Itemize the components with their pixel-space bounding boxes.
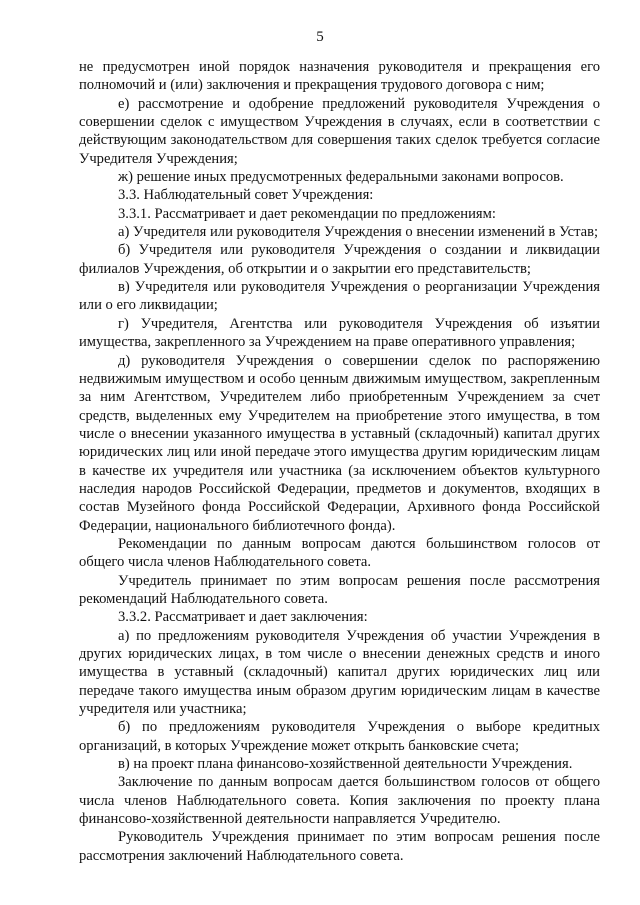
page-number: 5: [316, 29, 324, 45]
subsection-heading: 3.3.1. Рассматривает и дает рекомендации по предложениям:: [118, 205, 496, 222]
paragraph: Руководитель Учреждения принимает по этим вопросам решения после рассмотрения заключений Наблюдательного совета.: [79, 829, 600, 864]
list-item: а) Учредителя или руководителя Учреждения о внесении изменений в Устав;: [118, 224, 599, 241]
list-item: а) по предложениям руководителя Учреждения об участии Учреждения в других юридических лицах, в том числе о внесении денежных средств и иного имущества в уставный (складочный) капитал других юридических лиц или передаче такого имущества иным образом другим юридическим лицам в качестве учредителя или участника;: [79, 627, 600, 718]
section-heading: 3.3. Наблюдательный совет Учреждения:: [118, 187, 374, 204]
paragraph: Рекомендации по данным вопросам даются большинством голосов от общего числа членов Наблюдательного совета.: [79, 535, 600, 571]
paragraph: ж) решение иных предусмотренных федеральными законами вопросов.: [118, 169, 564, 186]
paragraph: е) рассмотрение и одобрение предложений руководителя Учреждения о совершении сделок с имуществом Учреждения в случаях, если в соответствии с действующим законодательством для совершения таких сделок требуется согласие Учредителя Учреждения;: [79, 95, 600, 167]
document-body: [79, 58, 600, 865]
paragraph: не предусмотрен иной порядок назначения руководителя и прекращения его полномочий и (или) заключения и прекращения трудового договора с ним;: [79, 59, 600, 94]
subsection-heading: 3.3.2. Рассматривает и дает заключения:: [118, 609, 368, 626]
list-item: г) Учредителя, Агентства или руководителя Учреждения об изъятии имущества, закрепленного за Учреждением на праве оперативного управления;: [79, 315, 600, 351]
paragraph: Учредитель принимает по этим вопросам решения после рассмотрения рекомендаций Наблюдательного совета.: [79, 572, 600, 607]
list-item: в) на проект плана финансово-хозяйственной деятельности Учреждения.: [118, 756, 573, 773]
paragraph: Заключение по данным вопросам дается большинством голосов от общего числа членов Наблюдательного совета. Копия заключения по проекту плана финансово-хозяйственной деятельности направляется Учредителю.: [79, 774, 600, 828]
list-item: в) Учредителя или руководителя Учреждения о реорганизации Учреждения или о его ликвидации;: [79, 279, 600, 314]
list-item: д) руководителя Учреждения о совершении сделок по распоряжению недвижимым имуществом и особо ценным движимым имуществом, закрепленным за ним Агентством, Учредителем либо приобретенным Учреждением за счет средств, выделенных ему Учредителем на приобретение этого имущества, в том числе о внесении указанного имущества в уставный (складочный) капитал других юридических лиц или иной передаче этого имущества другим юридическим лицам в качестве их учредителя или участника (за исключением объектов культурного наследия народов Российской Федерации, предметов и документов, входящих в состав Музейного фонда Российской Федерации, Архивного фонда Российской Федерации, национального библиотечного фонда).: [79, 352, 600, 534]
list-item: б) Учредителя или руководителя Учреждения о создании и ликвидации филиалов Учреждения, об открытии и о закрытии его представительств;: [79, 242, 600, 277]
list-item: б) по предложениям руководителя Учреждения о выборе кредитных организаций, в которых Учреждение может открыть банковские счета;: [79, 719, 600, 754]
